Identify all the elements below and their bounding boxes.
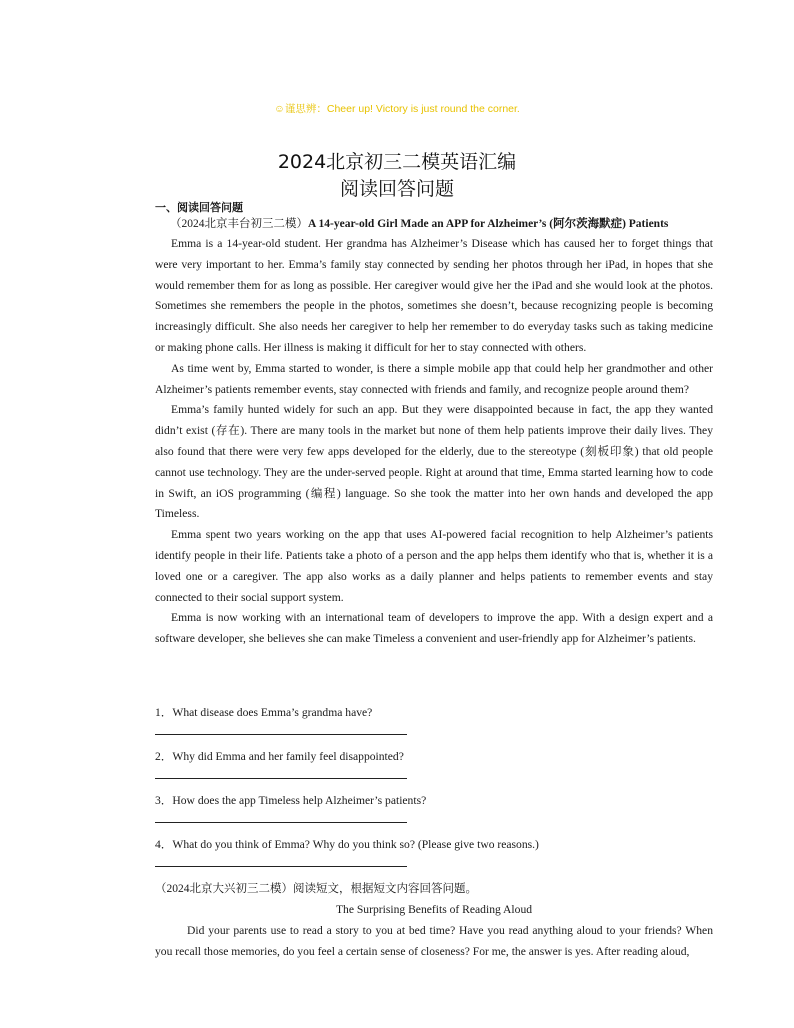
passage1-paragraph: As time went by, Emma started to wonder, is there a simple mobile app that could help her grandmother and other Alzheimer’s patients remember events, stay connected with friends and family, and recognize people around them? bbox=[155, 361, 713, 396]
passage1-source-line bbox=[170, 215, 668, 231]
question-list bbox=[155, 704, 715, 880]
question-item bbox=[155, 792, 715, 836]
question-item bbox=[155, 836, 715, 880]
question-item bbox=[155, 748, 715, 792]
answer-line[interactable] bbox=[155, 866, 407, 867]
passage1-paragraph: Emma spent two years working on the app that uses AI-powered facial recognition to help Alzheimer’s patients identify people in their life. Patients take a photo of a person and the app helps them identify who that is, whether it is a loved one or a caregiver. The app also works as a daily planner and helps patients to remember events and stay connected to their social support system. bbox=[155, 528, 713, 604]
passage1-source: （2024北京丰台初三二模） bbox=[170, 218, 308, 230]
answer-line[interactable] bbox=[155, 778, 407, 779]
question-item bbox=[155, 704, 715, 748]
question-text: 4．What do you think of Emma? Why do you think so? (Please give two reasons.) bbox=[155, 838, 539, 851]
document-subtitle: 阅读回答问题 bbox=[339, 178, 454, 200]
passage1-paragraph: Emma is a 14-year-old student. Her grandma has Alzheimer’s Disease which has caused her to forget things that were very important to her. Emma’s family stay connected by sending her photos through her iPad, in hopes that she would remember them for as long as possible. Her caregiver would give her the iPad and she would look at the photos. Sometimes she remembers the people in the photos, sometimes she doesn’t, because recognizing people is becoming increasingly difficult. She also needs her caregiver to help her remember to do everyday tasks such as taking medicine or making phone calls. Her illness is making it difficult for her to stay connected with others. bbox=[155, 237, 713, 354]
answer-line[interactable] bbox=[155, 822, 407, 823]
passage2-body bbox=[155, 920, 713, 962]
passage1-body bbox=[155, 234, 713, 650]
passage2-paragraph: Did your parents use to read a story to you at bed time? Have you read anything aloud to your friends? When you recall those memories, do you feel a certain sense of closeness? For me, the answer is yes. After reading aloud, bbox=[155, 924, 713, 958]
passage2-title: The Surprising Benefits of Reading Aloud bbox=[335, 903, 533, 916]
passage1-paragraph: Emma is now working with an international team of developers to improve the app. With a design expert and a software developer, she believes she can make Timeless a convenient and user-friendly app for Alzheimer’s patients. bbox=[155, 611, 713, 646]
passage1-title: A 14-year-old Girl Made an APP for Alzheimer’s (阿尔茨海默症) Patients bbox=[308, 218, 669, 230]
question-text: 2．Why did Emma and her family feel disappointed? bbox=[155, 750, 404, 763]
header-note: ☺谨思辨：Cheer up! Victory is just round the corner. bbox=[274, 103, 520, 115]
question-text: 3．How does the app Timeless help Alzheimer’s patients? bbox=[155, 794, 427, 807]
passage1-paragraph: Emma’s family hunted widely for such an app. But they were disappointed because in fact, the app they wanted didn’t exist (存在). There are many tools in the market but none of them help patients improve their daily lives. They also found that there were very few apps developed for the elderly, due to the stereotype (刻板印象) that old people cannot use technology. They are the under-served people. Right at around that time, Emma started learning how to code in Swift, an iOS programming (编程) language. So she took the matter into her own hands and developed the app Timeless. bbox=[155, 403, 713, 521]
passage2-source: （2024北京大兴初三二模）阅读短文，根据短文内容回答问题。 bbox=[155, 883, 477, 895]
answer-line[interactable] bbox=[155, 734, 407, 735]
question-text: 1．What disease does Emma’s grandma have? bbox=[155, 706, 373, 719]
section-heading: 一、阅读回答问题 bbox=[155, 201, 243, 214]
document-title: 2024北京初三二模英语汇编 bbox=[277, 151, 517, 173]
